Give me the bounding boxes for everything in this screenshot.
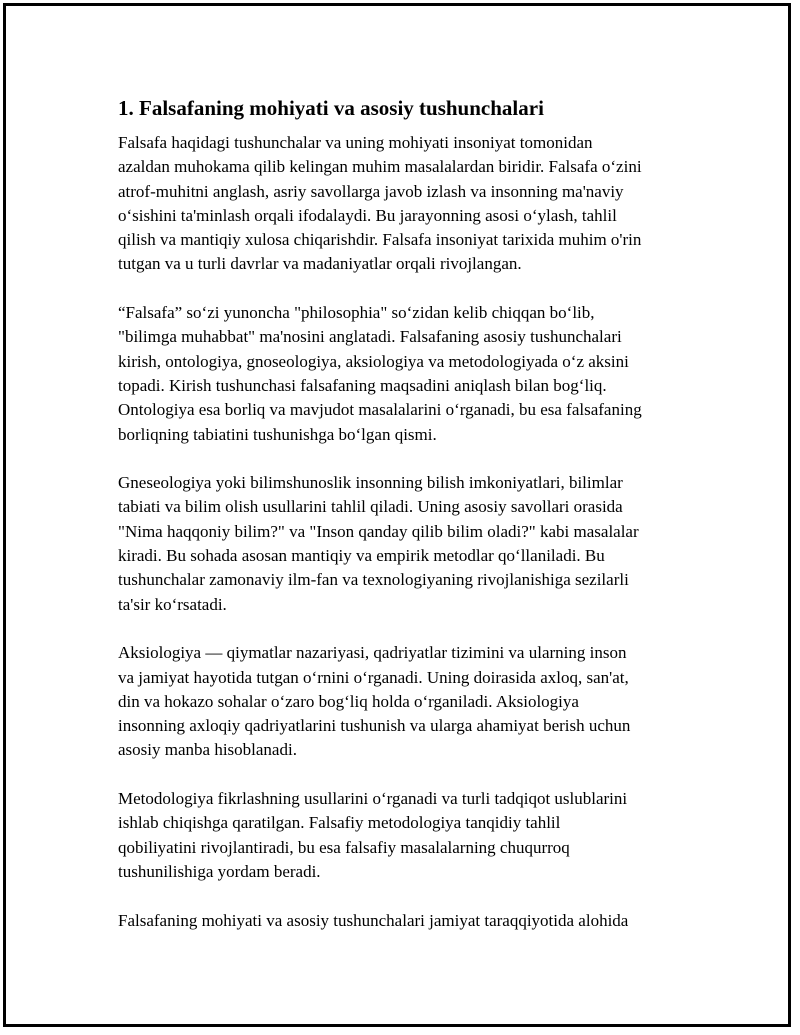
paragraph-conclusion: Falsafaning mohiyati va asosiy tushunchalari jamiyat taraqqiyotida alohida <box>118 910 629 930</box>
section-title: 1. Falsafaning mohiyati va asosiy tushunchalari <box>118 96 544 120</box>
paragraph-intro: Falsafa haqidagi tushunchalar va uning mohiyati insoniyat tomonidan azaldan muhokama qilib kelingan muhim masalalardan biridir. Falsafa o‘zini atrof-muhitni anglash, asriy savollarga javob izlash va insonning ma'naviy o‘sishini ta'minlash orqali ifodalaydi. Bu jarayonning asosi o‘ylash, tahlil qilish va mantiqiy xulosa chiqarishdir. Falsafa insoniyat tarixida muhim o'rin tutgan va u turli davrlar va madaniyatlar orqali rivojlangan. <box>118 133 642 274</box>
paragraph-axiology: Aksiologiya — qiymatlar nazariyasi, qadriyatlar tizimini va ularning inson va jamiyat hayotida tutgan o‘rnini o‘rganadi. Uning doirasida axloq, san'at, din va hokazo sohalar o‘zaro bog‘liq holda o‘rganiladi. Aksiologiya insonning axloqiy qadriyatlarini tushunish va ularga ahamiyat berish uchun asosiy manba hisoblanadi. <box>118 643 631 760</box>
document-body <box>118 95 693 957</box>
paragraph-etymology: “Falsafa” so‘zi yunoncha "philosophia" so‘zidan kelib chiqqan bo‘lib, "bilimga muhabbat" ma'nosini anglatadi. Falsafaning asosiy tushunchalari kirish, ontologiya, gnoseologiya, aksiologiya va metodologiyada o‘z aksini topadi. Kirish tushunchasi falsafaning maqsadini aniqlash bilan bog‘liq. Ontologiya esa borliq va mavjudot masalalarini o‘rganadi, bu esa falsafaning borliqning tabiatini tushunishga bo‘lgan qismi. <box>118 303 642 444</box>
paragraph-gnoseology: Gneseologiya yoki bilimshunoslik insonning bilish imkoniyatlari, bilimlar tabiati va bilim olish usullarini tahlil qiladi. Uning asosiy savollari orasida "Nima haqqoniy bilim?" va "Inson qanday qilib bilim oladi?" kabi masalalar kiradi. Bu sohada asosan mantiqiy va empirik metodlar qo‘llaniladi. Bu tushunchalar zamonaviy ilm-fan va texnologiyaning rivojlanishiga sezilarli ta'sir ko‘rsatadi. <box>118 473 639 614</box>
paragraph-methodology: Metodologiya fikrlashning usullarini o‘rganadi va turli tadqiqot uslublarini ishlab chiqishga qaratilgan. Falsafiy metodologiya tanqidiy tahlil qobiliyatini rivojlantiradi, bu esa falsafiy masalalarning chuqurroq tushunilishiga yordam beradi. <box>118 789 628 881</box>
